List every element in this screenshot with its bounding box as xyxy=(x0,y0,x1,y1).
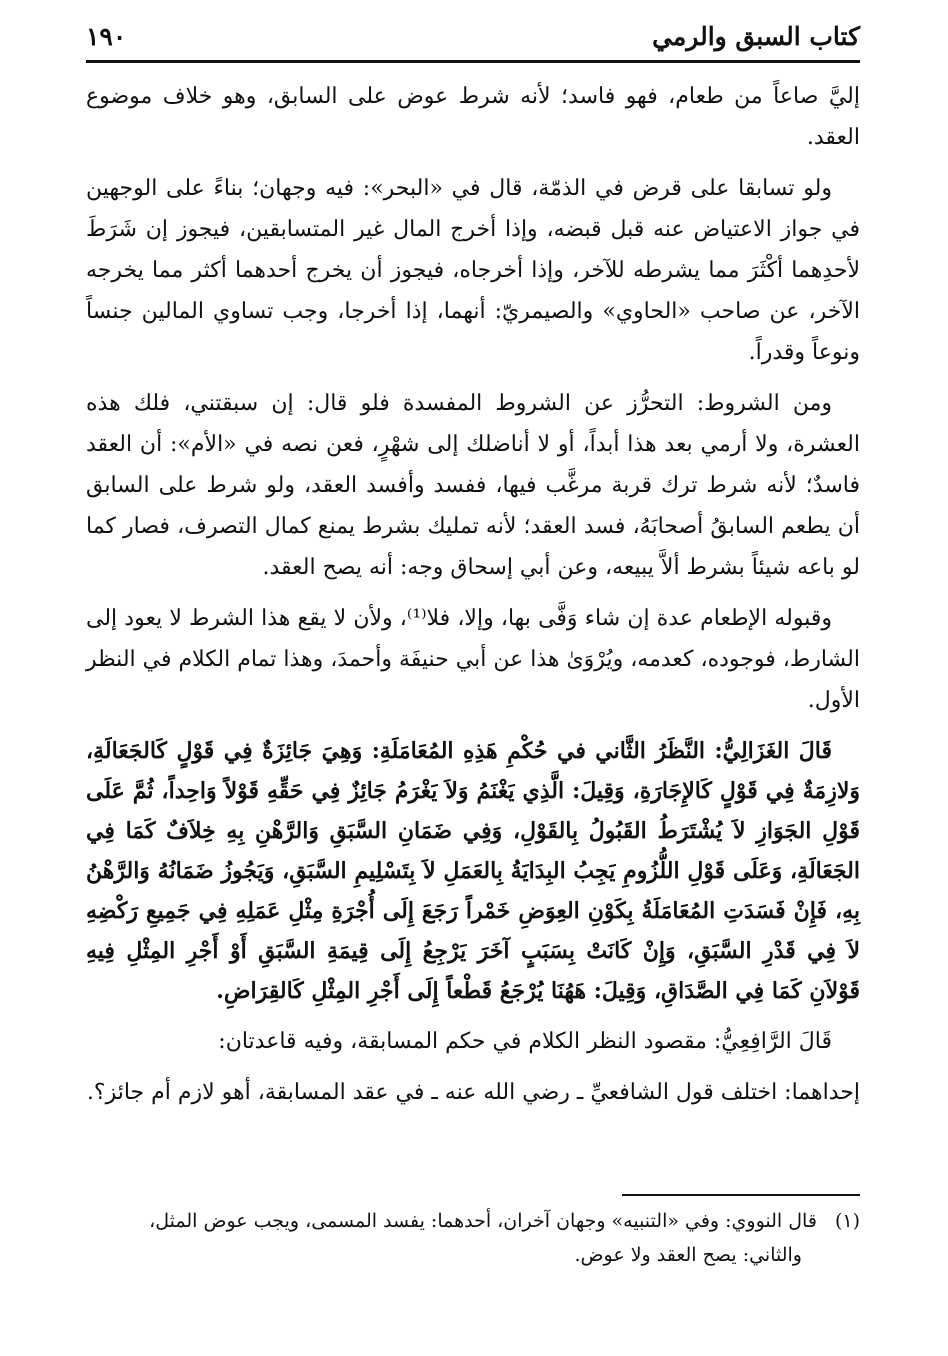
paragraph-feeding: وقبوله الإطعام عدة إن شاء وَفَّى بها، وإلا، فلا⁽¹⁾، ولأن لا يقع هذا الشرط لا يعود إلى الشارط، فوجوده، كعدمه، ويُرْوَىٰ هذا عن أبي حنيفَة وأحمدَ، وهذا تمام الكلام في النظر الأول. xyxy=(86,606,860,713)
paragraph-first-rule: إحداهما: اختلف قول الشافعيِّ ـ رضي الله عنه ـ في عقد المسابقة، أهو لازم أم جائز؟. xyxy=(86,1080,860,1105)
paragraph-ghazali: قَالَ الغَزَالِيُّ: النَّظَرُ الثَّاني في حُكْمِ هَذِهِ المُعَامَلَةِ: وَهِيَ جَائِزَةٌ فِي قَوْلٍ كَالجَعَالَةِ، وَلازِمَةٌ فِي قَوْلٍ كَالإِجَارَةِ، وَقِيلَ: الَّذِي يَغْنَمُ وَلاَ يَغْرَمُ جَائِزٌ فِي حَقِّهِ قَوْلاً وَاحِداً، ثُمَّ عَلَى قَوْلِ الجَوَازِ لاَ يُشْتَرَطُ القَبُولُ بِالقَوْلِ، وَفِي ضَمَانِ السَّبَقِ وَالرَّهْنِ بِهِ خِلاَفٌ كَمَا فِي الجَعَالَةِ، وَعَلَى قَوْلِ اللُّزُومِ يَجِبُ البِدَايَةُ بِالعَمَلِ لاَ بِتَسْلِيمِ السَّبَقِ، وَيَجُوزُ ضَمَانُهُ وَالرَّهْنُ بِهِ، فَإِنْ فَسَدَتِ المُعَامَلَةُ بِكَوْنِ العِوَضِ خَمْراً رَجَعَ إِلَى أُجْرَةِ مِثْلِ عَمَلِهِ فِي جَمِيعِ رَكْضِهِ لاَ فِي قَدْرِ السَّبَقِ، وَإِنْ كَانَتْ بِسَبَبٍ آخَرَ يَرْجِعُ إِلَى قِيمَةِ السَّبَقِ أَوْ أَجْرِ المِثْلِ فِيهِ قَوْلاَنِ كَمَا فِي الصَّدَاقِ، وَقِيلَ: هَهُنَا يُرْجَعُ قَطْعاً إِلَى أَجْرِ المِثْلِ كَالقِرَاضِ. xyxy=(86,738,860,1004)
footnote-number: (١) xyxy=(834,1210,860,1232)
paragraph-conditions: ومن الشروط: التحرُّز عن الشروط المفسدة فلو قال: إن سبقتني، فلك هذه العشرة، ولا أرمي بعد هذا أبداً، أو لا أناضلك إلى شهْرٍ، فعن نصه في «الأم»: أن العقد فاسدٌ؛ لأنه شرط ترك قربة مرغَّب فيها، ففسد وأفسد العقد، ولو شرط على السابق أن يطعم السابقُ أصحابَهُ، فسد العقد؛ لأنه تمليك بشرط يمنع كمال التصرف، فصار كما لو باعه شيئاً بشرط ألاَّ يبيعه، وعن أبي إسحاق وجه: أنه يصح العقد. xyxy=(86,391,860,580)
footnote-line-1 xyxy=(86,1204,860,1238)
book-title: كتاب السبق والرمي xyxy=(652,21,860,51)
paragraph-rafii-intro: قَالَ الرَّافِعِيُّ: مقصود النظر الكلام في حكم المسابقة، وفيه قاعدتان: xyxy=(218,1029,832,1054)
page-header xyxy=(86,16,860,56)
page-number: ١٩٠ xyxy=(86,21,127,51)
footnote-text-1: قال النووي: وفي «التنبيه» وجهان آخران، أحدهما: يفسد المسمى، ويجب عوض المثل، xyxy=(149,1210,817,1232)
footnote-line-2: والثاني: يصح العقد ولا عوض. xyxy=(574,1244,802,1266)
footnote xyxy=(86,1204,860,1272)
footnote-rule xyxy=(622,1194,860,1196)
page-body xyxy=(86,76,860,1123)
paragraph-loan-race: ولو تسابقا على قرض في الذمّة، قال في «البحر»: فيه وجهان؛ بناءً على الوجهين في جواز الاعتياض عنه قبل قبضه، وإذا أخرج المال غير المتسابقين، فيجوز إن شَرَطَ لأحدِهما أكْثَرَ مما يشرطه للآخر، وإذا أخرجاه، فيجوز أن يخرج أحدهما أكثر مما يخرجه الآخر، عن صاحب «الحاوي» والصيمريّ: أنهما، إذا أخرجا، وجب تساوي المالين جنساً ونوعاً وقدراً. xyxy=(86,176,860,365)
header-rule xyxy=(86,60,860,63)
paragraph-continuation: إليَّ صاعاً من طعام، فهو فاسد؛ لأنه شرط عوض على السابق، وهو خلاف موضوع العقد. xyxy=(86,84,860,150)
